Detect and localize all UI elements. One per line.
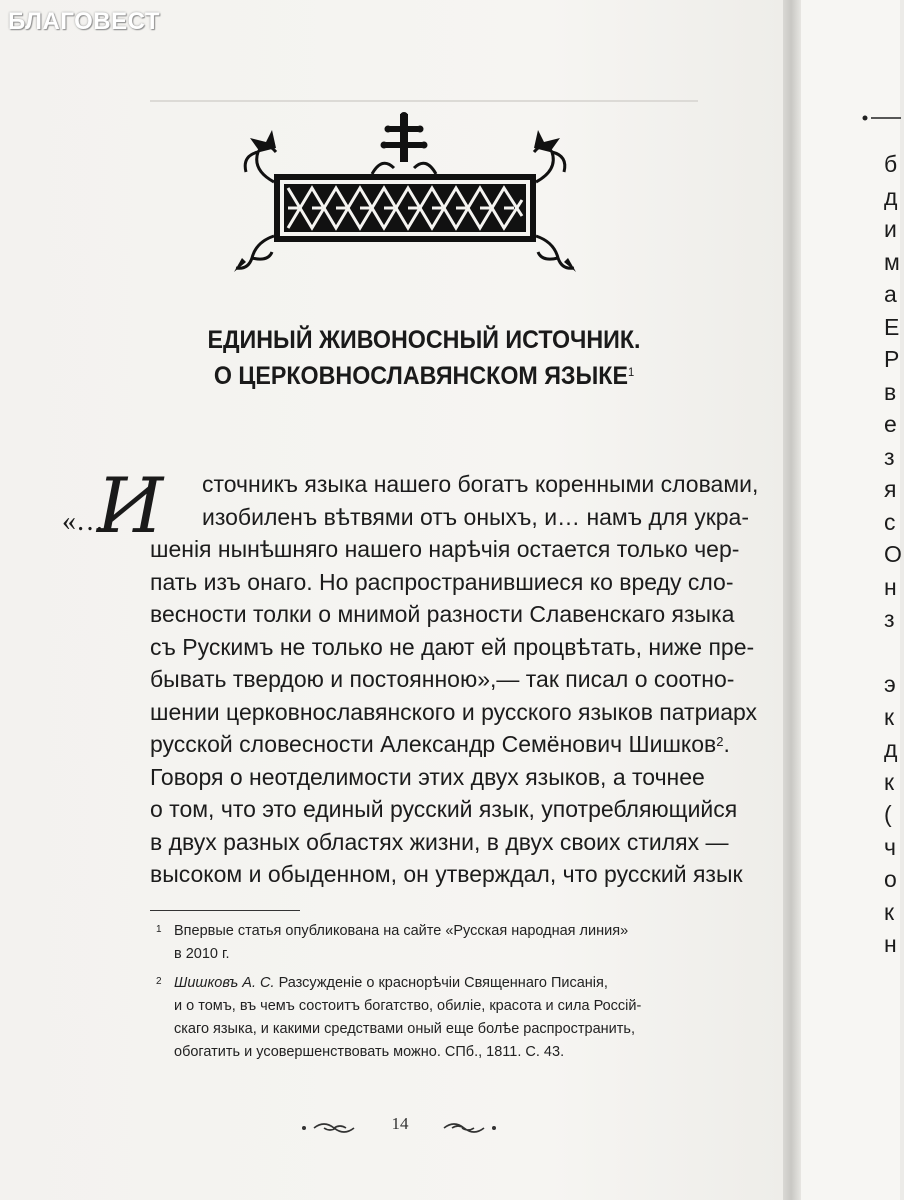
- fragment: о: [884, 866, 897, 892]
- heading-line-2-text: О ЦЕРКОВНОСЛАВЯНСКОМ ЯЗЫКЕ: [213, 362, 628, 390]
- footer-flourish-right-icon: [436, 1120, 498, 1136]
- fragment: ч: [884, 833, 896, 860]
- footnotes: [150, 920, 698, 1066]
- right-page-flourish-icon: [861, 108, 901, 128]
- fragment: Р: [884, 346, 900, 372]
- fragment: и: [884, 216, 897, 242]
- footnote-title: Разсужденіе о краснорѣчіи Священнаго Писанія,: [278, 975, 608, 991]
- footnote-1: [150, 920, 698, 966]
- watermark-logo: БЛАГОВЕСТ: [8, 8, 161, 35]
- body-line: Говоря о неотделимости этих двух языков, а точнее: [150, 763, 705, 790]
- book-gutter: [783, 0, 801, 1200]
- fragment: Е: [884, 313, 900, 340]
- fragment: а: [884, 281, 897, 307]
- footnote-line: скаго языка, и какими средствами оный еще болѣе распространить,: [174, 1021, 635, 1037]
- fragment: б: [884, 151, 898, 177]
- footnote-number: 1: [156, 924, 162, 935]
- body-line-end: .: [723, 731, 730, 757]
- footnote-ref-2: 2: [716, 734, 724, 749]
- body-line-text: русской словесности Александр Семёнович Шишков: [150, 731, 717, 757]
- fragment: с: [884, 508, 896, 535]
- fragment: н: [884, 931, 897, 957]
- body-line: пать изъ онаго. Но распространившиеся ко вреду сло-: [150, 568, 734, 595]
- right-page-text-fragments: [884, 148, 904, 961]
- footnote-line: обогатить и усовершенствовать можно. СПб., 1811. С. 43.: [174, 1044, 565, 1060]
- fragment: э: [884, 671, 896, 697]
- page-number: 14: [391, 1114, 409, 1133]
- fragment: (: [884, 801, 892, 827]
- footnote-2: [150, 972, 698, 1064]
- footnote-line: и о томъ, въ чемъ состоитъ богатство, обиліе, красота и сила Россій-: [174, 998, 642, 1014]
- fragment: к: [884, 703, 895, 730]
- celtic-knot-ornament-icon: [232, 112, 578, 274]
- right-page-edge: [801, 0, 900, 1200]
- body-line: высоком и обыденном, он утверждал, что русский язык: [150, 861, 743, 887]
- heading-line-1: ЕДИНЫЙ ЖИВОНОСНЫЙ ИСТОЧНИК.: [207, 326, 641, 354]
- fragment: [884, 636, 904, 669]
- body-line: бывать твердою и постоянною»,— так писал о соотно-: [150, 666, 735, 692]
- body-line: весности толки о мнимой разности Славенскаго языка: [150, 601, 735, 627]
- footnote-line: [174, 972, 698, 995]
- fragment: О: [884, 541, 902, 567]
- fragment: д: [884, 736, 898, 762]
- body-line: шении церковнославянского и русского языков патриарх: [150, 698, 758, 725]
- fragment: е: [884, 411, 897, 437]
- fragment: я: [884, 476, 897, 502]
- body-line: изобиленъ вѣтвями отъ оныхъ, и… намъ для укра-: [202, 503, 750, 530]
- body-text: [150, 468, 759, 891]
- body-line: в двух разных областях жизни, в двух своих стилях —: [150, 828, 729, 855]
- page-footer: [300, 1114, 550, 1144]
- drop-cap-letter: И: [97, 461, 164, 550]
- body-line: шенія нынѣшняго нашего нарѣчія остается только чер-: [150, 536, 740, 562]
- fragment: з: [884, 606, 895, 632]
- opening-quote-mark: «…: [62, 506, 104, 537]
- fragment: к: [884, 898, 895, 925]
- running-header-rule: [150, 100, 698, 102]
- body-line: съ Рускимъ не только не дают ей процвѣтать, ниже пре-: [150, 633, 755, 660]
- body-line: сточникъ языка нашего богатъ коренными словами,: [202, 471, 759, 497]
- body-line: о том, что это единый русский язык, употребляющийся: [150, 796, 738, 822]
- footnote-line: Впервые статья опубликована на сайте «Русская народная линия»: [174, 923, 629, 939]
- footnote-rule: [150, 910, 300, 911]
- heading-footnote-ref: 1: [627, 365, 635, 379]
- footnote-number: 2: [156, 976, 162, 987]
- fragment: в: [884, 378, 897, 405]
- fragment: н: [884, 573, 897, 600]
- body-line: [150, 728, 730, 761]
- fragment: з: [884, 443, 895, 470]
- fragment: к: [884, 768, 895, 795]
- heading-line-2: [169, 358, 679, 394]
- footnote-author: Шишковъ А. С.: [174, 975, 275, 991]
- fragment: м: [884, 248, 900, 275]
- fragment: д: [884, 183, 898, 210]
- chapter-heading: [169, 322, 679, 394]
- footnote-line: в 2010 г.: [174, 946, 230, 962]
